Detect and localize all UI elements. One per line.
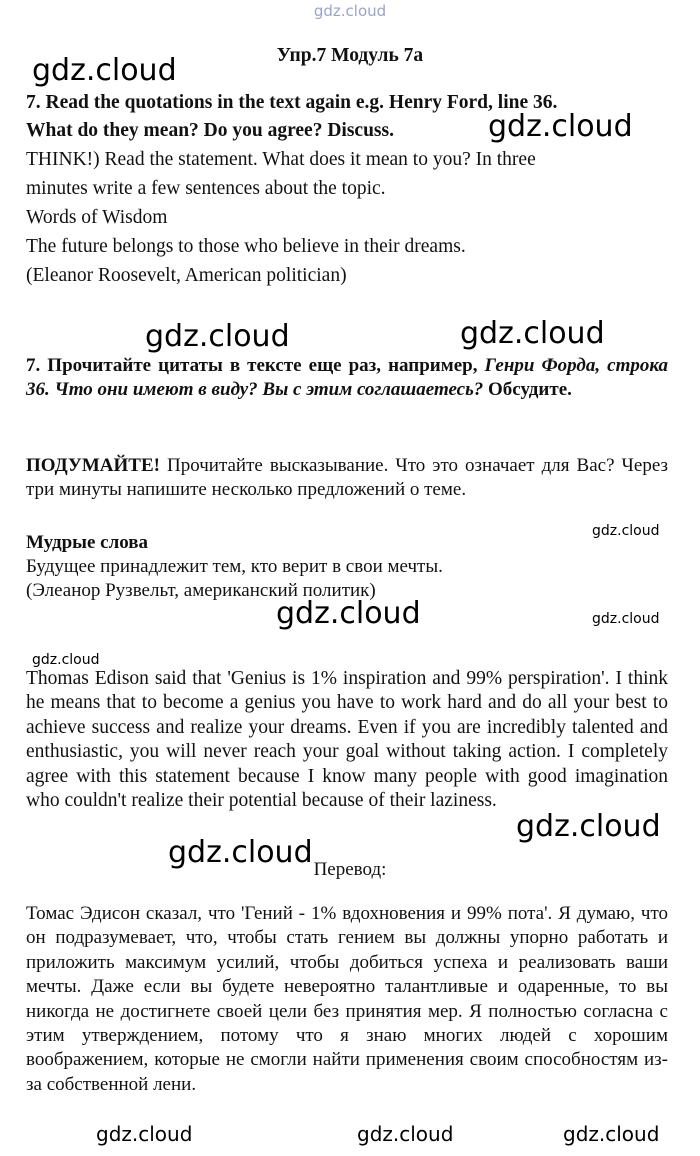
- russian-think-text: Прочитайте высказывание. Что это означает для Вас? Через три минуты напишите несколько предложений о теме.: [26, 455, 668, 501]
- translation-label: Перевод:: [313, 859, 387, 880]
- watermark: gdz.cloud: [488, 109, 633, 144]
- watermark: gdz.cloud: [563, 1122, 660, 1146]
- think-line-2: minutes write a few sentences about the topic.: [26, 178, 386, 199]
- watermark-top: gdz.cloud: [313, 2, 387, 20]
- watermark: gdz.cloud: [96, 1122, 193, 1146]
- think-line-1: THINK!) Read the statement. What does it mean to you? In three: [26, 149, 536, 170]
- russian-think: [26, 454, 668, 503]
- russian-quote: Будущее принадлежит тем, кто верит в свои мечты.: [26, 556, 443, 577]
- russian-task: [26, 354, 668, 403]
- watermark: gdz.cloud: [460, 316, 605, 351]
- watermark: gdz.cloud: [145, 319, 290, 354]
- quote-text: The future belongs to those who believe in their dreams.: [26, 236, 466, 257]
- exercise-title: Упр.7 Модуль 7а: [276, 45, 424, 66]
- russian-task-discuss: Обсудите.: [488, 379, 572, 401]
- task-line-1: 7. Read the quotations in the text again e.g. Henry Ford, line 36.: [26, 92, 558, 113]
- task-line-2: What do they mean? Do you agree? Discuss.: [26, 120, 394, 141]
- watermark: gdz.cloud: [32, 53, 177, 88]
- answer-english: Thomas Edison said that 'Genius is 1% inspiration and 99% perspiration'. I think he means that to become a genius you have to work hard and do all your best to achieve success and realize your dreams. Even if you are incredibly talented and enthusiastic, you will never reach your goal without taking action. I completely agree with this statement because I know many people with good imagination who couldn't realize their potential because of their laziness.: [26, 668, 668, 812]
- words-of-wisdom-heading: Words of Wisdom: [26, 207, 168, 228]
- russian-task-italic: Генри Форда, строка 36. Что они имеют в виду? Вы с этим соглашаетесь?: [26, 355, 669, 401]
- russian-words-heading: Мудрые слова: [26, 532, 149, 553]
- russian-task-number: 7. Прочитайте цитаты в тексте еще раз, например,: [26, 355, 478, 376]
- watermark: gdz.cloud: [357, 1122, 454, 1146]
- answer-russian: Томас Эдисон сказал, что 'Гений - 1% вдохновения и 99% пота'. Я думаю, что он подразумевает, что, чтобы стать гением вы должны упорно работать и приложить максимум усилий, чтобы добиться успеха и реализовать ваши мечты. Даже если вы будете невероятно талантливые и одаренные, то вы никогда не достигнете своей цели без принятия мер. Я полностью согласна с этим утверждением, потому что я знаю многих людей с хорошим воображением, которые не смогли найти применения своим способностям из-за собственной лени.: [26, 903, 668, 1095]
- watermark: gdz.cloud: [516, 809, 661, 844]
- russian-quote-author: (Элеанор Рузвельт, американский политик): [26, 580, 376, 601]
- watermark: gdz.cloud: [32, 652, 100, 668]
- watermark: gdz.cloud: [592, 611, 660, 627]
- watermark: gdz.cloud: [592, 523, 660, 539]
- quote-author: (Eleanor Roosevelt, American politician): [26, 265, 347, 286]
- watermark: gdz.cloud: [168, 835, 313, 870]
- russian-think-label: ПОДУМАЙТЕ!: [26, 455, 160, 476]
- watermark: gdz.cloud: [276, 596, 421, 631]
